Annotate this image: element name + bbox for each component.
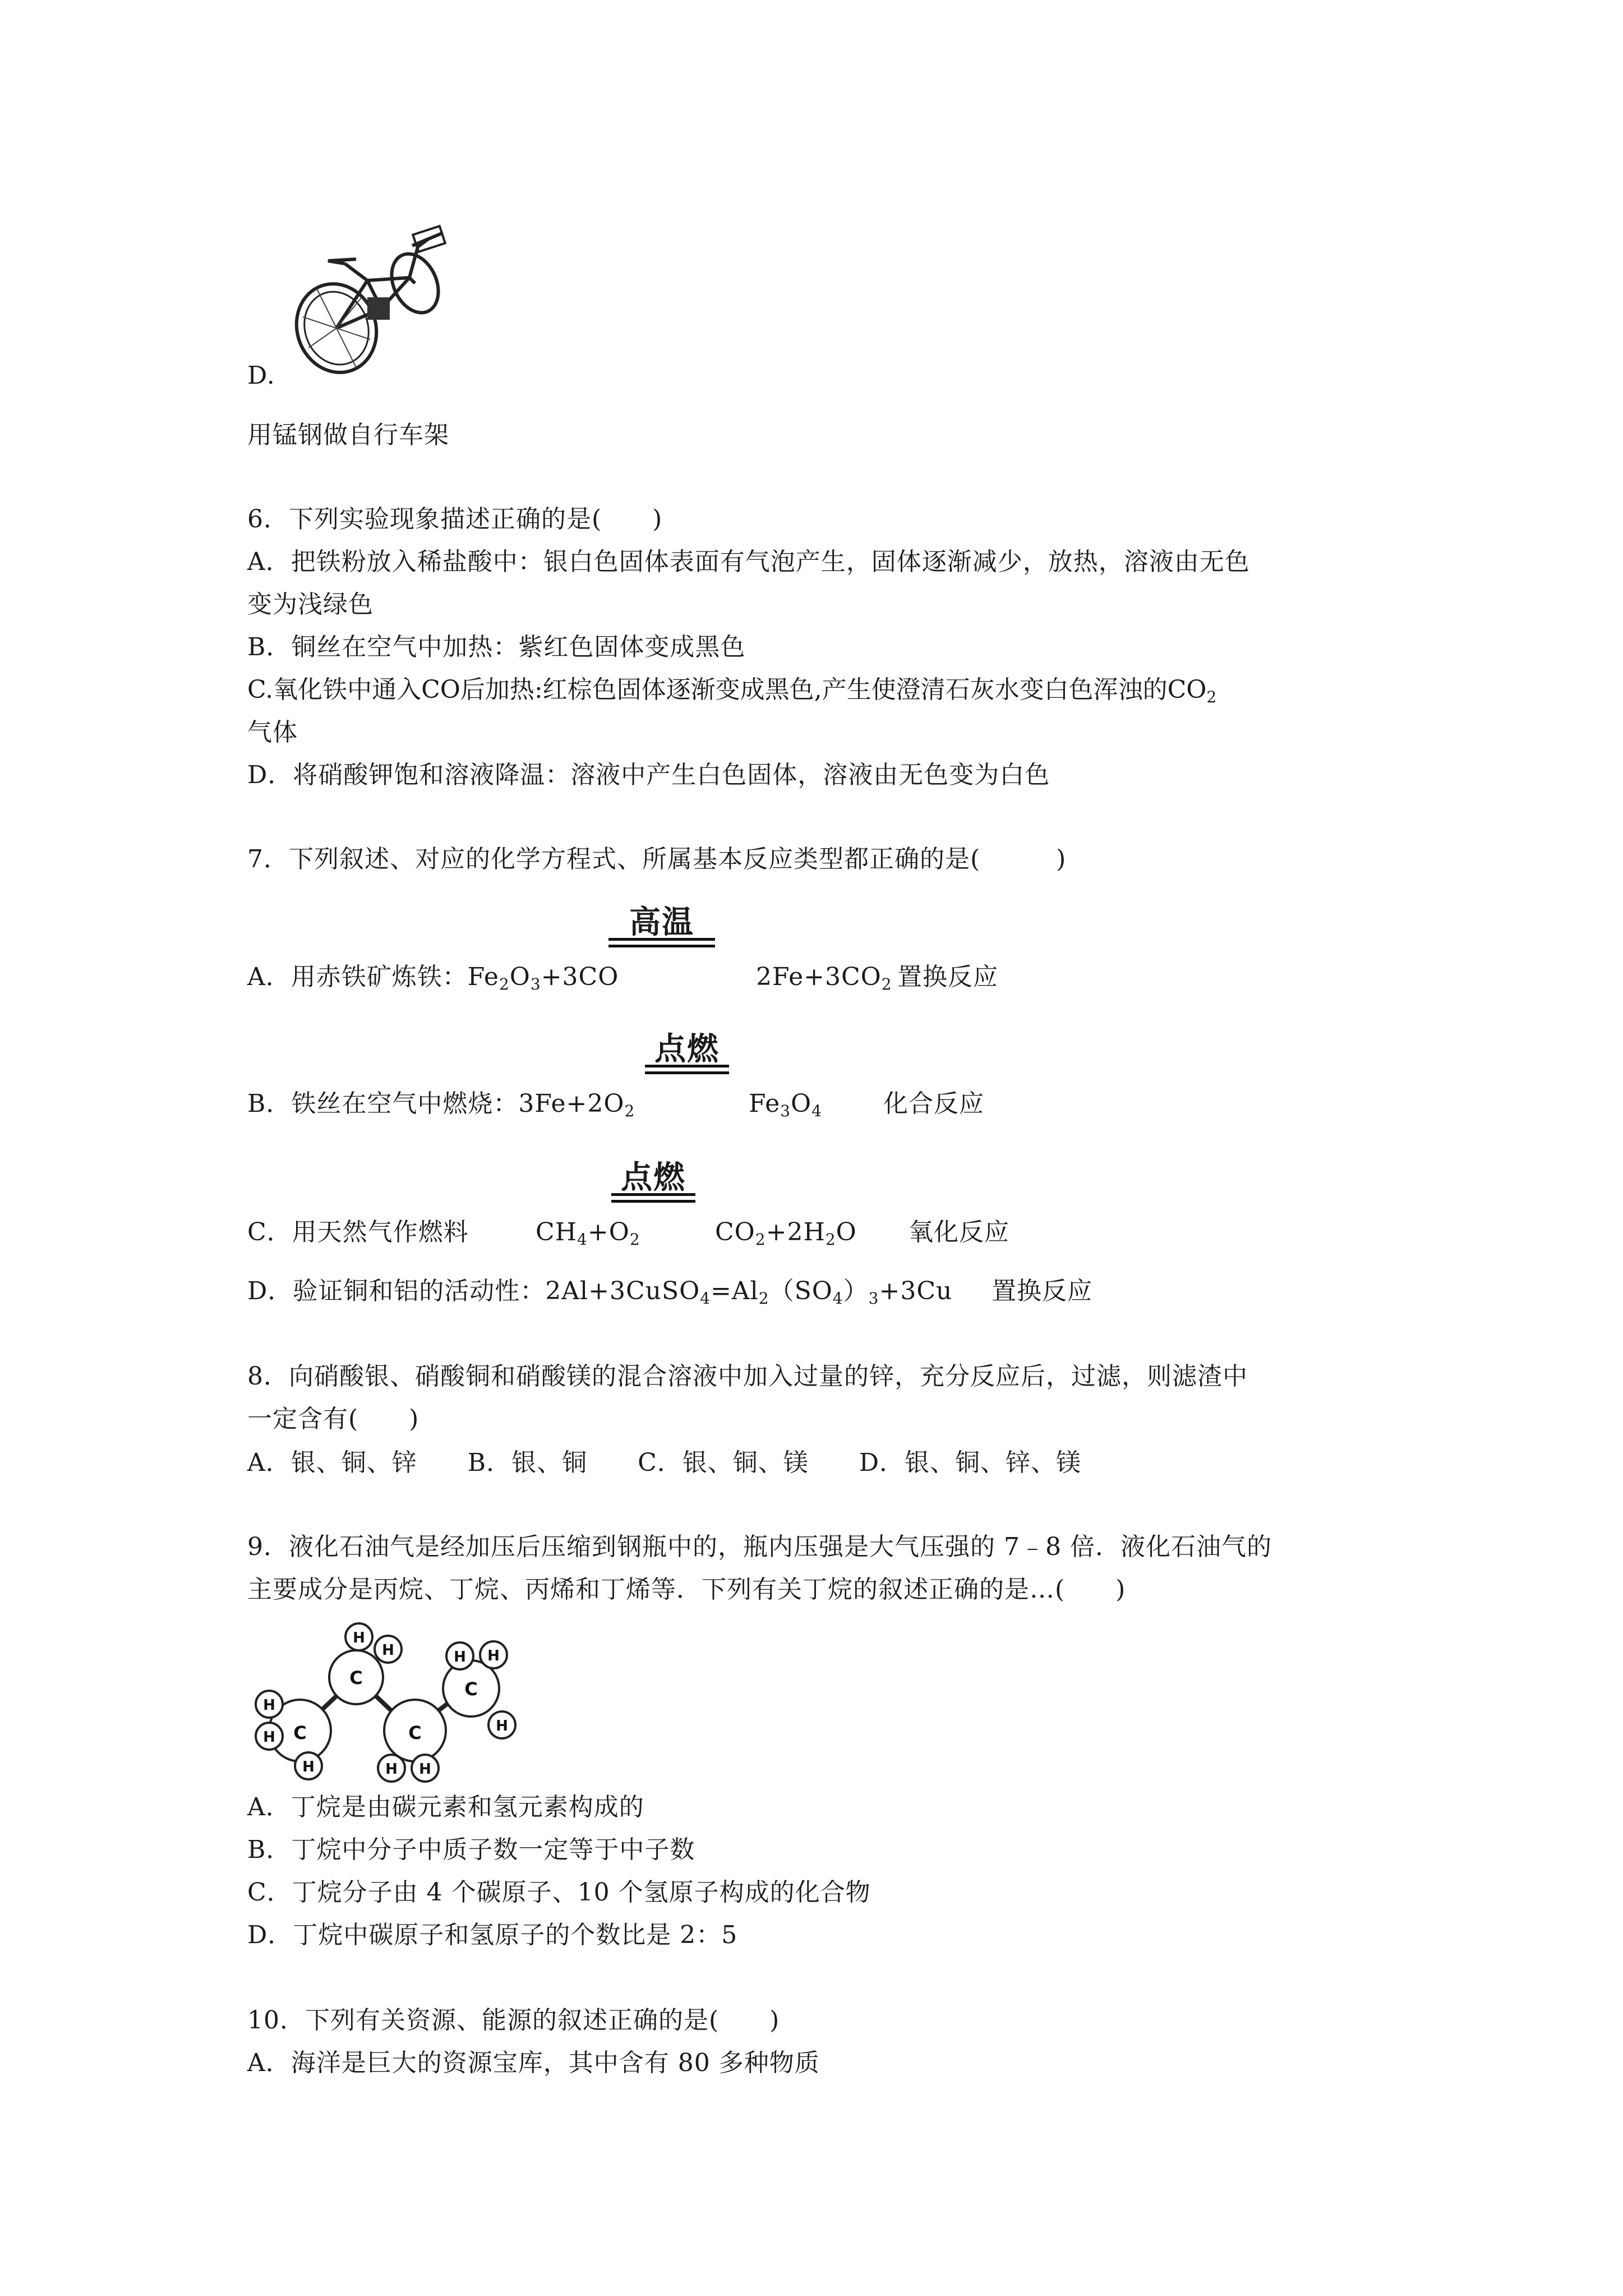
q6-option-c-line2: 气体 [247,718,298,747]
atom-h-label: H [263,1697,275,1714]
q6-option-a-line1: A．把铁粉放入稀盐酸中：银白色固体表面有气泡产生，固体逐渐减少，放热，溶液由无色 [247,547,1250,576]
q7b-prefix: B．铁丝在空气中燃烧： [247,1089,519,1118]
q8-stem-line2: 一定含有( ) [247,1405,419,1433]
q7d-equation: $2Al+3CuSO_4=Al_2(SO_4)_3+3Cu$ [545,1277,953,1308]
q7-option-c [247,1216,469,1249]
q7c-condition: 点燃 [621,1159,686,1196]
q7c-reactants: $CH_4+O_2$ [536,1218,640,1249]
q7b-reactants: $3Fe+2O_2$ [518,1089,635,1120]
atom-c-label: C [293,1722,307,1743]
q7-option-b [247,1087,635,1121]
q7b-equals-bar-bottom [645,1071,729,1074]
q9-stem-line1: 9．液化石油气是经加压后压缩到钢瓶中的，瓶内压强是大气压强的 7﹣8 倍．液化石油气的 [247,1533,1272,1561]
q6-option-a-line2: 变为浅绿色 [247,590,374,619]
q9-option-d: D．丁烷中碳原子和氢原子的个数比是 2：5 [247,1921,738,1949]
q7b-products: $Fe_3O_4$ [749,1089,822,1120]
q7-option-d [247,1274,952,1308]
atom-h-label: H [263,1729,275,1746]
q7c-equals-bar-bottom [611,1200,695,1203]
atom-c-label: C [408,1722,422,1743]
q7d-reaction-type: 置换反应 [992,1277,1092,1305]
q7d-prefix: D．验证铜和铝的活动性： [247,1277,546,1305]
q6-option-c-text: C.氧化铁中通入CO后加热:红棕色固体逐渐变成黑色,产生使澄清石灰水变白色浑浊的CO [247,675,1207,704]
q6-option-c-line1 [247,673,1216,707]
butane-molecule-diagram [247,1621,527,1784]
q7a-prefix: A．用赤铁矿炼铁： [247,963,468,991]
q6-option-c-subscript: 2 [1206,688,1217,706]
q7b-equals-bar-top [645,1065,729,1068]
q9-stem-line2: 主要成分是丙烷、丁烷、丙烯和丁烯等．下列有关丁烷的叙述正确的是…( ) [247,1575,1126,1604]
atom-h-label: H [419,1761,431,1778]
q7a-reaction-type: 置换反应 [897,963,998,991]
q7c-products: $CO_2+2H_2O$ [715,1218,857,1249]
q7c-equals-bar-top [611,1193,695,1196]
q7a-condition: 高温 [629,904,694,941]
q10-stem: 10．下列有关资源、能源的叙述正确的是( ) [247,2006,780,2035]
q7a-equals-bar-bottom [608,945,715,947]
q6-stem: 6．下列实验现象描述正确的是( ) [247,505,663,533]
q8-stem-line1: 8．向硝酸银、硝酸铜和硝酸镁的混合溶液中加入过量的锌，充分反应后，过滤，则滤渣中 [247,1362,1248,1391]
atom-h-label: H [496,1718,508,1734]
atom-h-label: H [382,1642,394,1659]
q8-options: A．银、铜、锌 B．银、铜 C．银、铜、镁 D．银、铜、锌、镁 [247,1448,1082,1477]
q7c-reaction-type: 氧化反应 [909,1218,1009,1246]
atom-h-label: H [302,1759,315,1775]
q7-stem: 7．下列叙述、对应的化学方程式、所属基本反应类型都正确的是( ) [247,845,1067,873]
q7c-prefix: C．用天然气作燃料 [247,1218,469,1246]
q7a-products: $2Fe+3CO_2$ [756,963,892,993]
bicycle-image [283,213,451,381]
atom-c-label: C [349,1667,363,1688]
atom-c-label: C [464,1678,478,1700]
q9-option-b: B．丁烷中分子中质子数一定等于中子数 [247,1835,695,1864]
atom-h-label: H [385,1761,398,1778]
q9-option-a: A．丁烷是由碳元素和氢元素构成的 [247,1793,644,1821]
atom-h-label: H [487,1648,500,1664]
atom-h-label: H [454,1649,466,1665]
q7-option-a [247,960,619,994]
q7b-condition: 点燃 [654,1031,720,1068]
q5-option-d-caption: 用锰钢做自行车架 [247,421,449,449]
q7b-reaction-type: 化合反应 [883,1089,984,1118]
q5-option-d-label: D. [247,361,275,390]
q7a-equals-bar-top [608,938,715,941]
atom-h-label: H [353,1630,365,1646]
q7a-reactants: $Fe_2O_3+3CO$ [467,963,619,993]
q10-option-a: A．海洋是巨大的资源宝库，其中含有 80 多种物质 [247,2049,820,2077]
q6-option-b: B．铜丝在空气中加热：紫红色固体变成黑色 [247,633,746,661]
q9-option-c: C．丁烷分子由 4 个碳原子、10 个氢原子构成的化合物 [247,1878,871,1907]
q6-option-d: D．将硝酸钾饱和溶液降温：溶液中产生白色固体，溶液由无色变为白色 [247,761,1050,789]
